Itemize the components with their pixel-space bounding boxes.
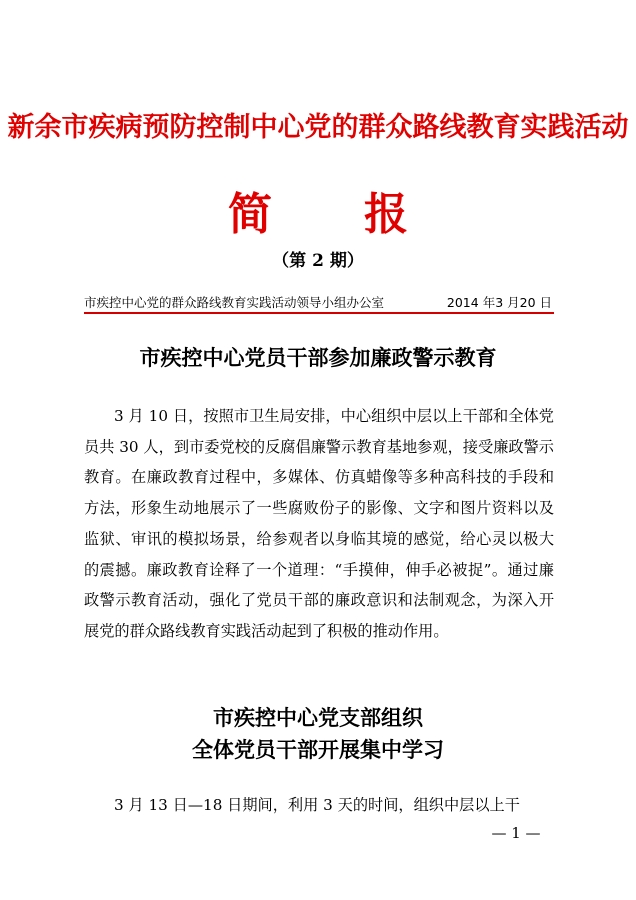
office-name: 市疾控中心党的群众路线教育实践活动领导小组办公室 xyxy=(84,295,385,310)
masthead-title: 新余市疾病预防控制中心党的群众路线教育实践活动 xyxy=(7,112,629,143)
red-divider xyxy=(84,312,554,314)
brief-char-2: 报 xyxy=(364,189,408,240)
article-2-title-line-2: 全体党员干部开展集中学习 xyxy=(192,737,444,762)
issue-date: 2014 年3 月20 日 xyxy=(446,295,552,310)
article-1-title: 市疾控中心党员干部参加廉政警示教育 xyxy=(139,345,497,370)
issue-number: （第 2 期） xyxy=(272,251,364,271)
article-2-title-line-1: 市疾控中心党支部组织 xyxy=(213,705,423,730)
article-2-body: 3 月 13 日—18 日期间，利用 3 天的时间，组织中层以上干 xyxy=(114,796,520,814)
brief-char-1: 简 xyxy=(228,189,272,240)
brief-heading xyxy=(0,178,636,242)
office-line xyxy=(84,293,554,311)
article-1-body: 3 月 10 日，按照市卫生局安排，中心组织中层以上干部和全体党员共 30 人，到市委党校的反腐倡廉警示教育基地参观，接受廉政警示教育。在廉政教育过程中，多媒体、仿真蜡像等多种高科技的手段和方法，形象生动地展示了一些腐败份子的影像、文字和图片资料以及监狱、审讯的模拟场景，给参观者以身临其境的感觉，给心灵以极大的震撼。廉政教育诠释了一个道理：“手摸伸，伸手必被捉”。通过廉政警示教育活动，强化了党员干部的廉政意识和法制观念，为深入开展党的群众路线教育实践活动起到了积极的推动作用。 xyxy=(84,407,554,640)
page-number: — 1 — xyxy=(491,824,541,842)
